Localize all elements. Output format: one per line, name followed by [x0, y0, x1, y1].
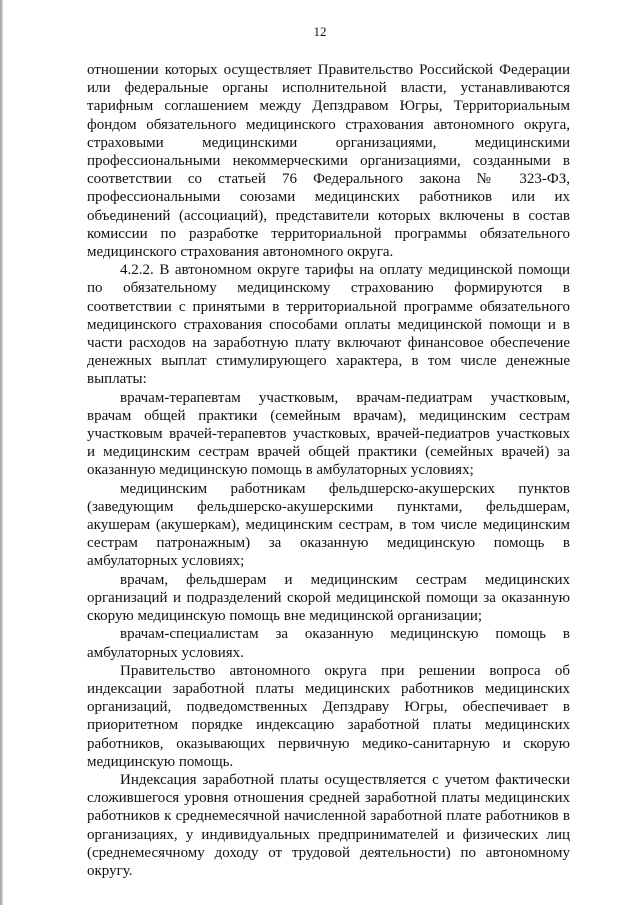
paragraph-government-indexation: Правительство автономного округа при решении вопроса об индексации заработной платы медицинских работников медицинских организаций, подведомственных Депздраву Югры, обеспечивает в приоритетном порядке индексацию заработной платы медицинских работников, оказывающих первичную медико-санитарную и скорую медицинскую помощь. — [87, 662, 570, 770]
paragraph-4-2-2: 4.2.2. В автономном округе тарифы на оплату медицинской помощи по обязательному медицинскому страхованию формируются в соответствии с принятыми в территориальной программе обязательного медицинского страхования способами оплаты медицинской помощи и в части расходов на заработную плату включают финансовое обеспечение денежных выплат стимулирующего характера, в том числе денежные выплаты: — [87, 262, 570, 388]
paragraph-list-item-emergency: врачам, фельдшерам и медицинским сестрам медицинских организаций и подразделений скорой медицинской помощи за оказанную скорую медицинскую помощь вне медицинской организации; — [87, 571, 570, 625]
paragraph-continuation: отношении которых осуществляет Правительство Российской Федерации или федеральные органы исполнительной власти, устанавливаются тарифным соглашением между Депздравом Югры, Территориальным фондом обязательного медицинского страхования автономного округа, страховыми медицинскими организациями, медицинскими профессиональными некоммерческими организациями, созданными в соответствии со статьей 76 Федерального закона № 323-ФЗ, профессиональными союзами медицинских работников или их объединений (ассоциаций), представители которых включены в состав комиссии по разработке территориальной программы обязательного медицинского страхования автономного округа. — [87, 62, 570, 261]
paragraph-indexation-basis: Индексация заработной платы осуществляется с учетом фактически сложившегося уровня отношения средней заработной платы медицинских работников к среднемесячной начисленной заработной плате работников в организациях, у индивидуальных предпринимателей и физических лиц (среднемесячному доходу от трудовой деятельности) по автономному округу. — [87, 771, 570, 879]
paragraph-list-item-specialists: врачам-специалистам за оказанную медицинскую помощь в амбулаторных условиях. — [87, 626, 570, 661]
paragraph-list-item-therapists: врачам-терапевтам участковым, врачам-педиатрам участковым, врачам общей практики (семейным врачам), медицинским сестрам участковым врачей-терапевтов участковых, врачей-педиатров участковых и медицинским сестрам врачей общей практики (семейных врачей) за оказанную медицинскую помощь в амбулаторных условиях; — [87, 389, 570, 479]
page-number: 12 — [313, 24, 327, 39]
paragraph-list-item-fap-workers: медицинским работникам фельдшерско-акушерских пунктов (заведующим фельдшерско-акушерскими пунктами, фельдшерам, акушерам (акушеркам), медицинским сестрам, в том числе медицинским сестрам патронажным) за оказанную медицинскую помощь в амбулаторных условиях; — [87, 480, 570, 570]
page-edge — [0, 0, 3, 905]
document-body — [87, 61, 570, 880]
